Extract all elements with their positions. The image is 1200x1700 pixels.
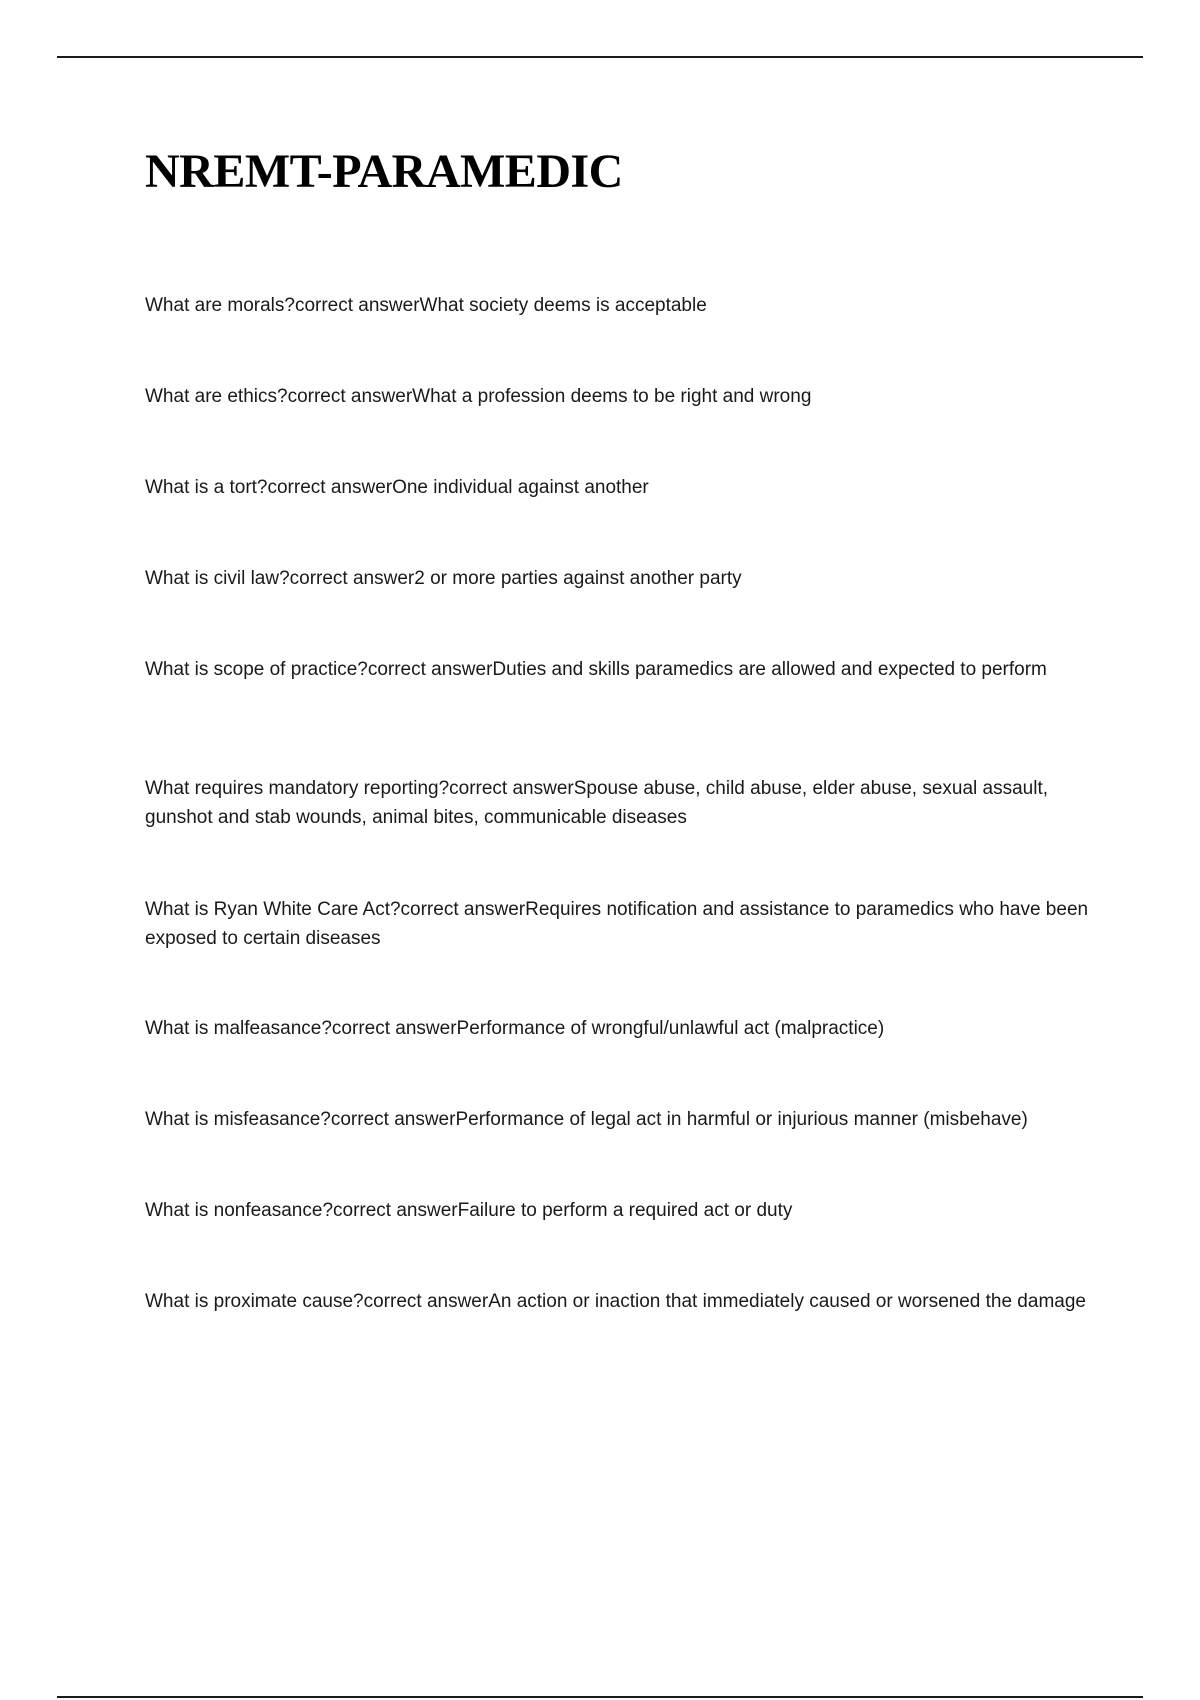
qa-item-morals: What are morals?correct answerWhat society deems is acceptable — [145, 295, 707, 316]
qa-item-ryan-white-act: What is Ryan White Care Act?correct answerRequires notification and assistance to paramedics who have been exposed to certain diseases — [145, 899, 1089, 949]
qa-item-ethics: What are ethics?correct answerWhat a profession deems to be right and wrong — [145, 386, 812, 407]
qa-item-proximate-cause: What is proximate cause?correct answerAn action or inaction that immediately caused or worsened the damage — [145, 1291, 1086, 1312]
qa-item-nonfeasance: What is nonfeasance?correct answerFailure to perform a required act or duty — [145, 1200, 793, 1221]
qa-item-civil-law: What is civil law?correct answer2 or more parties against another party — [145, 568, 742, 589]
footer-rule — [57, 1696, 1143, 1698]
header-rule — [57, 56, 1143, 58]
qa-item-mandatory-reporting: What requires mandatory reporting?correct answerSpouse abuse, child abuse, elder abuse, sexual assault, gunshot and stab wounds, animal bites, communicable diseases — [145, 778, 1049, 828]
qa-item-malfeasance: What is malfeasance?correct answerPerformance of wrongful/unlawful act (malpractice) — [145, 1018, 885, 1039]
qa-item-scope-of-practice: What is scope of practice?correct answerDuties and skills paramedics are allowed and expected to perform — [145, 659, 1047, 680]
page-title: NREMT-PARAMEDIC — [145, 145, 623, 198]
qa-item-misfeasance: What is misfeasance?correct answerPerformance of legal act in harmful or injurious manner (misbehave) — [145, 1109, 1028, 1130]
qa-item-tort: What is a tort?correct answerOne individual against another — [145, 477, 649, 498]
